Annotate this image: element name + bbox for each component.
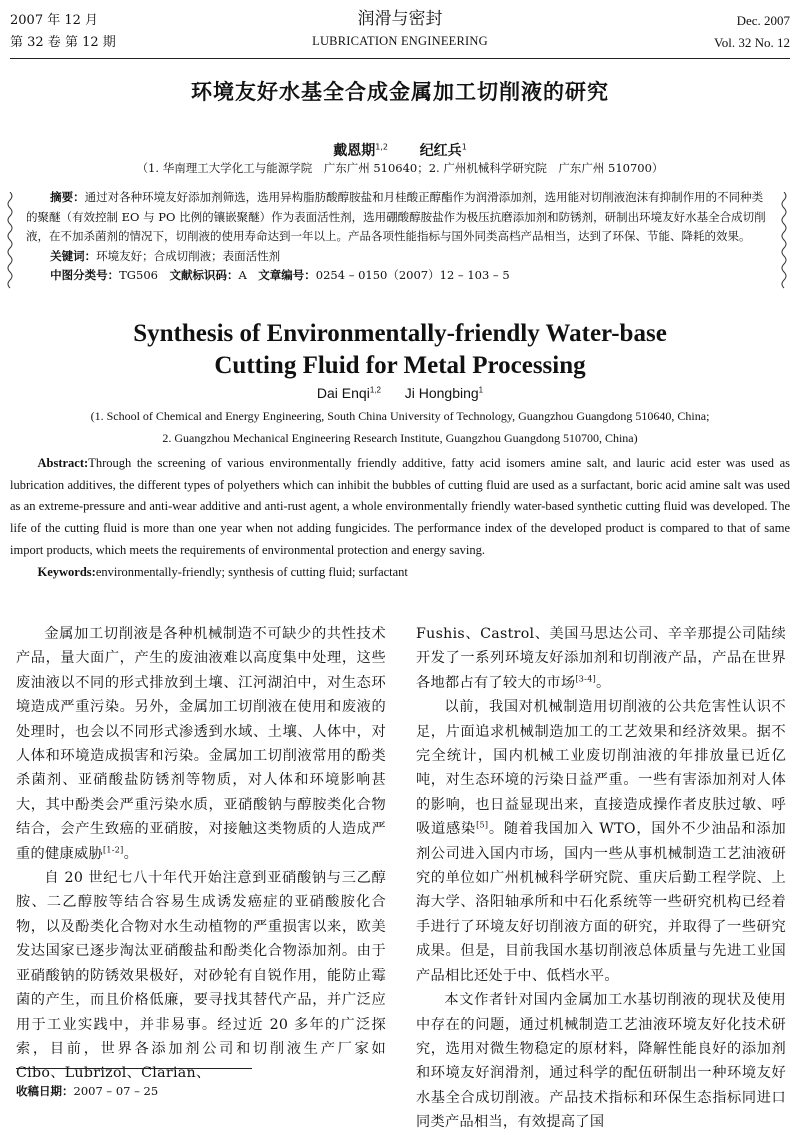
citation-ref: [5] xyxy=(476,820,489,830)
affiliation-en-line2: 2. Guangzhou Mechanical Engineering Research Institute, Guangzhou Guangdong 510700, China) xyxy=(162,431,638,445)
author-affiliation-mark: 1,2 xyxy=(375,142,388,152)
issue-date-en: Dec. 2007 xyxy=(736,13,790,28)
abstract-text-cn: 通过对各种环境友好添加剂筛选，选用异构脂肪酸醇胺盐和月桂酸正醇酯作为润滑添加剂，选用能对切削液泡沫有抑制作用的不同种类的聚醚（有效控制 EO 与 PO 比例的镶嵌聚醚）作为表面活性剂，选用硼酸醇胺盐作为极压抗磨添加剂和防锈剂，研制出环境友好水基全合成切削液，在不加杀菌剂的情况下，切削液的使用寿命达到一年以上。产品各项性能指标与国外同类高档产品相当，达到了环保、节能、降耗的效果。 xyxy=(26,190,766,244)
header-divider xyxy=(10,58,790,59)
article-no-value: 0254 – 0150（2007）12 – 103 – 5 xyxy=(315,268,510,283)
body-paragraph xyxy=(416,695,786,988)
paragraph-text: Fushis、Castrol、美国马思达公司、辛辛那提公司陆续开发了一系列环境友好添加剂和切削液产品，产品在世界各地都占有了较大的市场 xyxy=(416,626,786,691)
affiliation-en xyxy=(0,405,800,449)
body-column-left xyxy=(16,622,386,1086)
affiliation-en-line1: (1. School of Chemical and Energy Engineering, South China University of Technology, Guangzhou Guangdong 510640, China; xyxy=(90,409,710,423)
keywords-cn xyxy=(26,247,771,267)
paper-title-cn: 环境友好水基全合成金属加工切削液的研究 xyxy=(191,80,609,104)
citation-ref: [3-4] xyxy=(575,674,596,684)
paper-title-en-line1: Synthesis of Environmentally-friendly Water-base xyxy=(133,320,667,347)
clc-value: TG506 xyxy=(119,268,158,283)
author-affiliation-mark: 1 xyxy=(478,385,484,395)
doc-code-value: A xyxy=(238,268,247,283)
paragraph-text: 本文作者针对国内金属加工水基切削液的现状及使用中存在的问题，通过机械制造工艺油液环境友好化技术研究，选用对微生物稳定的原材料，降解性能良好的添加剂和环境友好润滑剂，通过科学的配伍研制出一种环境友好水基全合成切削液。产品技术指标和环保生态指标同进口同类产品相当，有效提高了国 xyxy=(416,992,786,1131)
abstract-cn xyxy=(26,188,771,286)
citation-ref: [1-2] xyxy=(102,844,124,854)
issue-info-en xyxy=(714,10,790,54)
doc-code-label: 文献标识码： xyxy=(169,268,239,283)
classification-line xyxy=(26,266,771,286)
received-label: 收稿日期： xyxy=(16,1084,74,1098)
author-affiliation-mark: 1 xyxy=(461,142,467,152)
abstract-en-body xyxy=(10,453,790,562)
wavy-border-icon xyxy=(6,192,14,292)
author-affiliation-mark: 1,2 xyxy=(369,385,381,395)
paper-title-en xyxy=(0,318,800,382)
keywords-label-cn: 关键词： xyxy=(50,248,97,263)
issue-date-cn: 2007 年 12 月 xyxy=(10,13,99,28)
abstract-text-en: Through the screening of various environmentally friendly additive, fatty acid isomers amine salt, and lauric acid ester was used as lubrication additives, the different types of polyethers which can inhibit the bubbles of cutting fluid are used as a surfactant, boric acid amine salt was used as an extreme-pressure and anti-wear additive and anti-rust agent, a whole environmentally friendly water-based synthetic cutting fluid was developed. The life of the cutting fluid is more than one year when not adding fungicides. The performance index of the developed product is compared to that of same import products, which meets the requirements of environmental protection and energy saving. xyxy=(10,456,790,557)
article-no-label: 文章编号： xyxy=(258,268,316,283)
keywords-en xyxy=(10,562,790,584)
abstract-label-cn: 摘要： xyxy=(50,190,85,204)
keywords-label-en: Keywords: xyxy=(37,564,96,579)
author-name: 戴恩期 xyxy=(333,143,376,159)
authors-en xyxy=(0,385,800,401)
body-paragraph xyxy=(16,866,386,1086)
author-name: 纪红兵 xyxy=(419,143,462,159)
abstract-cn-body xyxy=(26,188,771,247)
clc-label: 中图分类号： xyxy=(50,268,120,283)
page-header xyxy=(0,6,800,62)
journal-name-en: LUBRICATION ENGINEERING xyxy=(312,34,488,48)
body-paragraph xyxy=(416,622,786,695)
paper-title-en-line2: Cutting Fluid for Metal Processing xyxy=(214,352,586,379)
keywords-text-cn: 环境友好；合成切削液；表面活性剂 xyxy=(96,248,281,263)
paragraph-text: 。 xyxy=(596,674,611,691)
author-name: Dai Enqi xyxy=(316,385,370,401)
affiliation-cn: （1. 华南理工大学化工与能源学院 广东广州 510640；2. 广州机械科学研究院 广东广州 510700） xyxy=(136,161,664,175)
paragraph-text: 金属加工切削液是各种机械制造不可缺少的共性技术产品，量大面广，产生的废油液难以高度集中处理，这些废油液以不同的形式排放到土壤、江河湖泊中，对生态环境造成严重污染。另外，金属加工切削液在使用和废液的处理时，也会以不同形式渗透到水域、土壤、人体中，对人体和环境造成损害和污染。金属加工切削液常用的酚类杀菌剂、亚硝酸盐防锈剂等物质，对人体和环境影响甚大，其中酚类会严重污染水质，亚硝酸钠与醇胺类化合物结合，会产生致癌的亚硝胺，对接触这类物质的人造成严重的健康威胁 xyxy=(16,626,386,862)
received-value: 2007 – 07 – 25 xyxy=(73,1084,159,1098)
keywords-text-en: environmentally-friendly; synthesis of cutting fluid; surfactant xyxy=(95,564,408,579)
author-name: Ji Hongbing xyxy=(404,385,479,401)
paragraph-text: 。随着我国加入 WTO，国外不少油品和添加剂公司进入国内市场，国内一些从事机械制造工艺油液研究的单位如广州机械科学研究院、重庆后勤工程学院、上海大学、洛阳轴承所和中石化系统等一些研究机构已经着手进行了环境友好切削液方面的研究，并取得了一些研究成果。但是，目前我国水基切削液总体质量与先进工业国产品相比还处于中、低档水平。 xyxy=(416,821,786,984)
journal-name-cn: 润滑与密封 xyxy=(357,9,443,29)
volume-issue-en: Vol. 32 No. 12 xyxy=(714,35,790,50)
abstract-en xyxy=(10,453,790,583)
paragraph-text: 以前，我国对机械制造用切削液的公共危害性认识不足，片面追求机械制造加工的工艺效果和经济效果。据不完全统计，国内机械工业废切削油液的年排放量已近亿吨，对生态环境的污染日益严重。一些有害添加剂对人体的影响，也日益显现出来，直接造成操作者皮肤过敏、呼吸道感染 xyxy=(416,699,786,838)
footnote-divider xyxy=(16,1068,252,1069)
volume-issue-cn: 第 32 卷 第 12 期 xyxy=(10,35,116,50)
paragraph-text: 自 20 世纪七八十年代开始注意到亚硝酸钠与三乙醇胺、二乙醇胺等结合容易生成诱发癌症的亚硝酸胺化合物，以及酚类化合物对水生动植物的严重损害以来，欧美发达国家已逐步淘汰亚硝酸盐和酚类化合物添加剂。由于亚硝酸钠的防锈效果极好，对砂轮有自锐作用，能防止霉菌的产生，而且价格低廉，要寻找其替代产品，并广泛应用于工业实践中，并非易事。经过近 20 多年的广泛探索，目前，世界各添加剂公司和切削液生产厂家如 Cibo、Lubrizol、Clarian、 xyxy=(16,870,386,1082)
journal-name xyxy=(0,8,800,52)
abstract-label-en: Abstract: xyxy=(37,456,89,470)
body-column-right xyxy=(416,622,786,1135)
paragraph-text: 。 xyxy=(123,845,139,862)
body-paragraph xyxy=(416,988,786,1134)
body-paragraph xyxy=(16,622,386,866)
authors-cn xyxy=(0,140,800,160)
wavy-border-icon xyxy=(780,192,788,292)
received-date xyxy=(16,1083,158,1099)
